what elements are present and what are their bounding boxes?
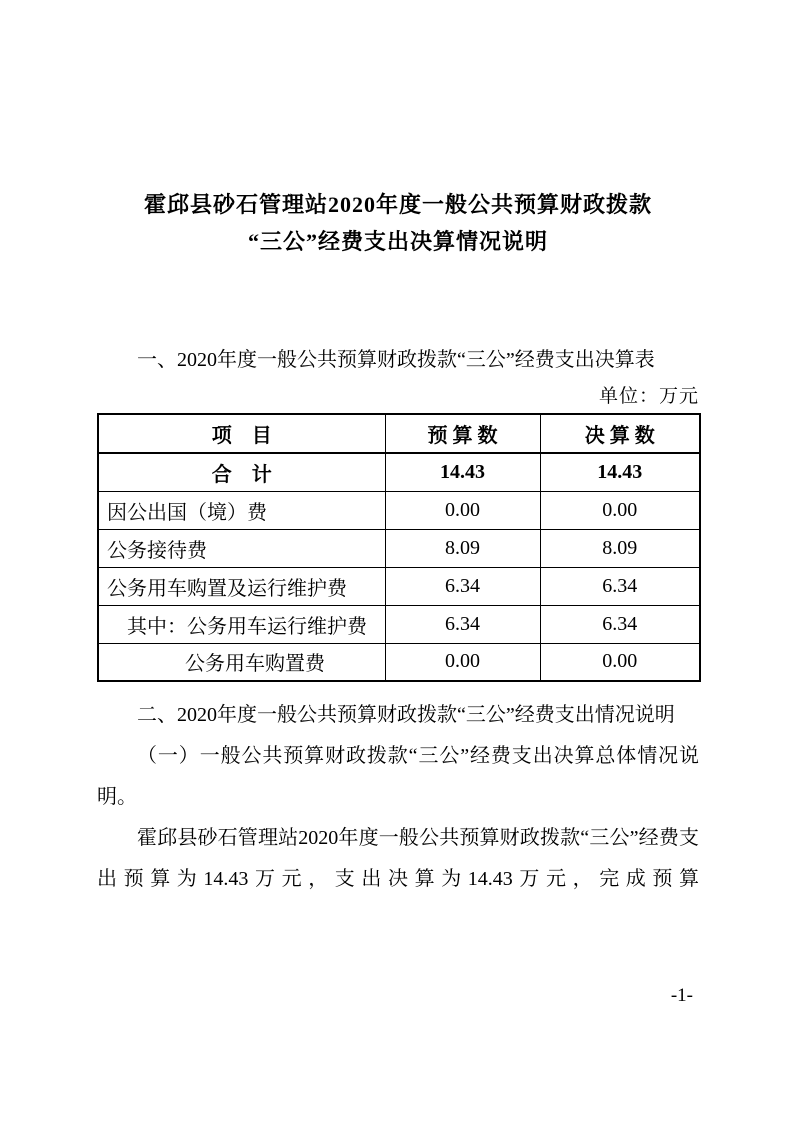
document-title — [97, 186, 699, 260]
section-2-heading: 二、2020年度一般公共预算财政拨款“三公”经费支出情况说明 — [137, 704, 675, 726]
row-vehicle-maintenance-item: 其中：公务用车运行维护费 — [98, 605, 385, 643]
col-header-budget: 预 算 数 — [385, 414, 540, 453]
page-number: -1- — [670, 985, 693, 1006]
para-detail: 霍邱县砂石管理站2020年度一般公共预算财政拨款“三公”经费支出预算为14.43万元，支出决算为14.43万元，完成预算 — [97, 827, 699, 890]
unit-label: 单位：万元 — [598, 386, 699, 407]
row-vehicle-total-final: 6.34 — [540, 567, 700, 605]
table-row-vehicle-total — [98, 567, 700, 605]
table-row-total — [98, 453, 700, 491]
document-content — [97, 186, 699, 900]
row-abroad-budget: 0.00 — [385, 491, 540, 529]
table-row-vehicle-purchase — [98, 643, 700, 681]
para-overview-heading: （一）一般公共预算财政拨款“三公”经费支出决算总体情况说明。 — [97, 745, 699, 808]
row-reception-item: 公务接待费 — [98, 529, 385, 567]
table-row-vehicle-maintenance — [98, 605, 700, 643]
row-vehicle-total-item: 公务用车购置及运行维护费 — [98, 567, 385, 605]
row-vehicle-purchase-item: 公务用车购置费 — [98, 643, 385, 681]
col-header-item: 项 目 — [98, 414, 385, 453]
row-reception-final: 8.09 — [540, 529, 700, 567]
row-vehicle-total-budget: 6.34 — [385, 567, 540, 605]
row-reception-budget: 8.09 — [385, 529, 540, 567]
row-abroad-item: 因公出国（境）费 — [98, 491, 385, 529]
row-vehicle-purchase-budget: 0.00 — [385, 643, 540, 681]
table-row-reception — [98, 529, 700, 567]
title-line-1: 霍邱县砂石管理站2020年度一般公共预算财政拨款 — [143, 192, 652, 217]
title-line-2: “三公”经费支出决算情况说明 — [247, 229, 548, 254]
row-total-final: 14.43 — [540, 453, 700, 491]
row-vehicle-purchase-final: 0.00 — [540, 643, 700, 681]
row-vehicle-maintenance-final: 6.34 — [540, 605, 700, 643]
row-total-budget: 14.43 — [385, 453, 540, 491]
row-vehicle-maintenance-budget: 6.34 — [385, 605, 540, 643]
three-public-expense-table — [97, 413, 701, 682]
row-total-item: 合 计 — [98, 453, 385, 491]
table-row-abroad — [98, 491, 700, 529]
row-abroad-final: 0.00 — [540, 491, 700, 529]
table-header-row — [98, 414, 700, 453]
col-header-final: 决 算 数 — [540, 414, 700, 453]
section-1-heading: 一、2020年度一般公共预算财政拨款“三公”经费支出决算表 — [137, 349, 655, 371]
